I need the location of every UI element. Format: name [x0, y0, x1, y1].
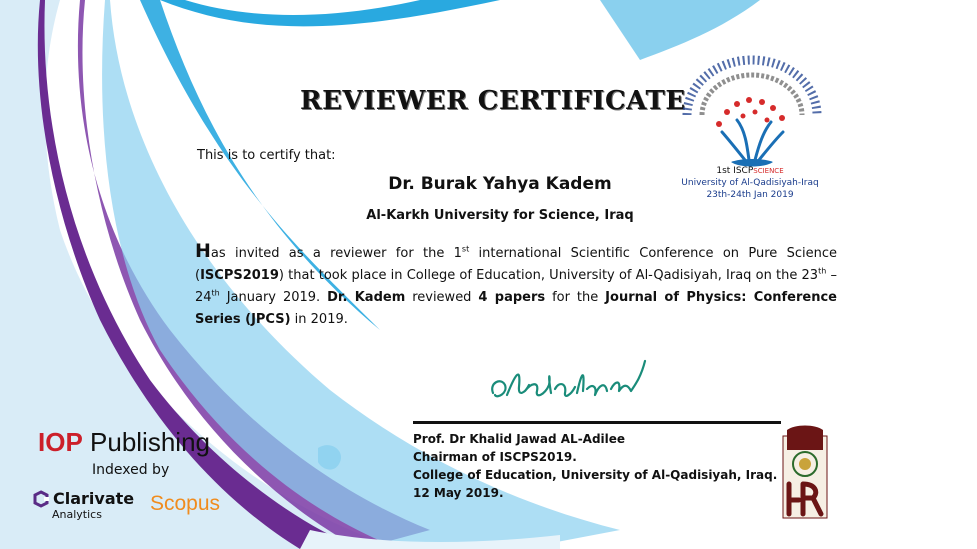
reviewer-short-name: Dr. Kadem: [327, 290, 406, 305]
tree-icon: [716, 97, 785, 167]
iop-logo-bold: IOP: [38, 427, 83, 457]
certificate-body-text: [195, 240, 837, 331]
clarivate-subtitle: Analytics: [52, 508, 102, 521]
superscript: th: [211, 288, 220, 298]
scopus-logo: Scopus: [150, 492, 221, 515]
body-segment: – 24: [195, 268, 837, 305]
certificate-title: REVIEWER CERTIFICATE: [300, 86, 686, 116]
drop-cap: H: [195, 240, 211, 262]
certificate-date: 12 May 2019.: [413, 486, 504, 500]
indexed-by-label: Indexed by: [92, 462, 170, 478]
iop-logo-rest: Publishing: [82, 427, 210, 457]
handwritten-signature: [485, 355, 675, 415]
chairman-name: Prof. Dr Khalid Jawad AL-Adilee: [413, 432, 626, 446]
conference-dates: 23th-24th Jan 2019: [706, 190, 794, 200]
clarivate-name: Clarivate: [53, 489, 135, 508]
recipient-affiliation: Al-Karkh University for Science, Iraq: [366, 208, 634, 223]
chairman-block: [413, 430, 777, 502]
chairman-college: College of Education, University of Al-Qadisiyah, Iraq.: [413, 468, 778, 482]
conference-logo-text: [665, 165, 835, 201]
conference-science-label: SCIENCE: [753, 167, 784, 175]
conference-university: University of Al-Qadisiyah-Iraq: [681, 178, 819, 188]
iop-publishing-logo: [38, 427, 210, 458]
conference-short-name: 1st ISCP: [716, 166, 754, 176]
superscript: th: [818, 266, 827, 276]
certify-line: This is to certify that:: [197, 148, 336, 163]
chairman-role: Chairman of ISCPS2019.: [413, 450, 577, 464]
journal-name: Journal of Physics: Conference Series (JPCS): [195, 290, 837, 327]
paper-count: 4 papers: [478, 290, 546, 305]
clarivate-logo: [32, 490, 134, 521]
body-segment: for the: [545, 290, 606, 305]
body-segment: January 2019.: [219, 290, 328, 305]
college-of-education-emblem: [775, 422, 835, 522]
recipient-name: Dr. Burak Yahya Kadem: [388, 174, 612, 194]
body-segment: as invited as a reviewer for the 1: [210, 246, 462, 261]
body-segment: ) that took place in College of Education, University of Al-Qadisiyah, Iraq on the 23: [278, 268, 819, 283]
body-segment: in 2019.: [290, 312, 348, 327]
clarivate-mark-icon: [32, 490, 50, 508]
conference-acronym: ISCPS2019: [200, 268, 279, 283]
signature-line: [413, 421, 781, 424]
superscript: st: [461, 244, 470, 254]
body-segment: international Scientific Conference on Pure Science (: [195, 246, 837, 283]
body-segment: reviewed: [405, 290, 479, 305]
